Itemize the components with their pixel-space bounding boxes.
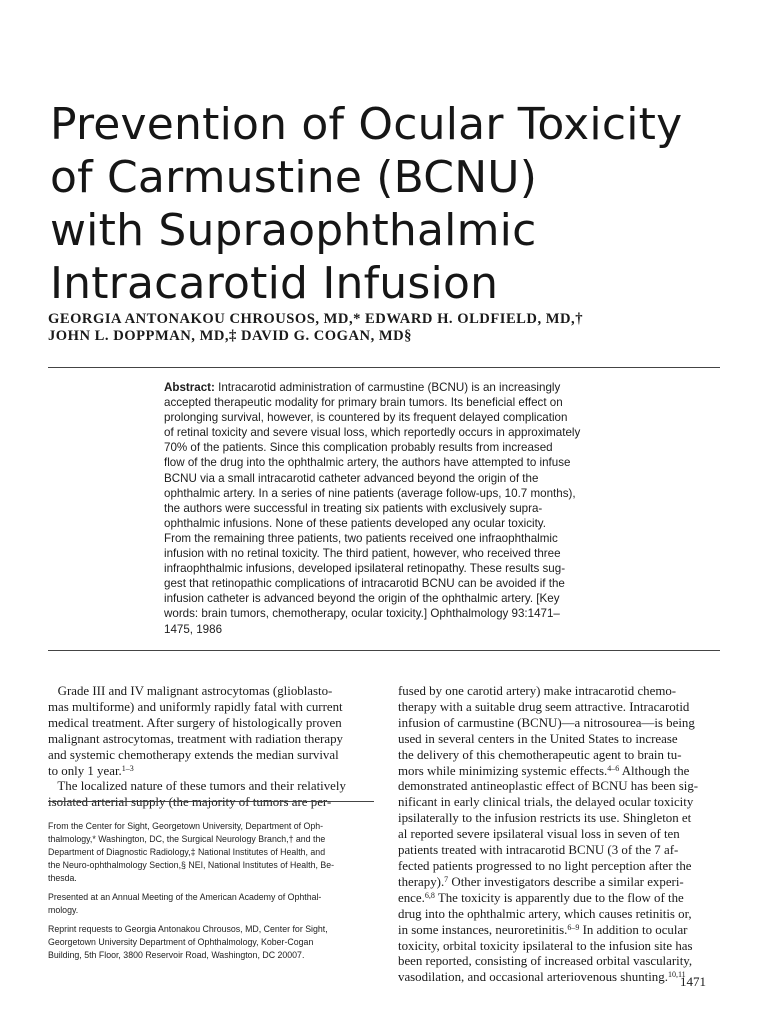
abstract-line: infusion catheter is advanced beyond the origin of the ophthalmic artery. [Key — [164, 592, 560, 606]
footnote-line: thesda. — [48, 873, 77, 883]
abstract-line: the authors were successful in treating six patients with exclusively supra- — [164, 501, 543, 515]
body-line: demonstrated antineoplastic effect of BCNU has been sig- — [398, 779, 699, 794]
abstract-line: ophthalmic artery. In a series of nine patients (average follow-ups, 10.7 months), — [164, 486, 576, 500]
body-line: isolated arterial supply (the majority of tumors are per- — [48, 795, 332, 810]
abstract — [164, 380, 608, 637]
abstract-line: ophthalmic infusions. None of these patients developed any ocular toxicity. — [164, 516, 546, 530]
body-line: fused by one carotid artery) make intracarotid chemo- — [398, 684, 677, 698]
abstract-line: of retinal toxicity and severe visual loss, which reportedly occurs in approximately — [164, 426, 581, 440]
title-line: Intracarotid Infusion — [50, 258, 499, 309]
abstract-label: Abstract: — [164, 381, 215, 394]
body-line — [398, 923, 728, 939]
title-line: Prevention of Ocular Toxicity — [50, 99, 683, 150]
body-line: The localized nature of these tumors and their relatively — [48, 779, 346, 794]
body-line — [48, 764, 374, 780]
body-line: ipsilaterally to the infusion restricts its use. Shingleton et — [398, 811, 692, 826]
body-line-text: therapy). — [398, 874, 445, 889]
abstract-line: infraophthalmic infusions, developed ipsilateral retinopathy. These results sug- — [164, 562, 566, 576]
citation-superscript: 6,8 — [424, 890, 435, 900]
abstract-line: BCNU via a small intracarotid catheter advanced beyond the origin of the — [164, 471, 539, 485]
body-line-text: in some instances, neuroretinitis. — [398, 922, 568, 937]
abstract-top-rule — [48, 367, 720, 368]
body-line: toxicity, orbital toxicity ipsilateral to the infusion site has — [398, 938, 693, 953]
abstract-first-line: Intracarotid administration of carmustine (BCNU) is an increasingly — [214, 381, 561, 394]
author-line: GEORGIA ANTONAKOU CHROUSOS, MD,* EDWARD H. OLDFIELD, MD,† — [48, 311, 584, 327]
citation-superscript: 4–6 — [607, 763, 620, 773]
title-line: with Supraophthalmic — [50, 205, 537, 256]
author-list — [48, 311, 738, 345]
footnote-line: Building, 5th Floor, 3800 Reservoir Road, Washington, DC 20007. — [48, 950, 305, 960]
body-line: the delivery of this chemotherapeutic agent to brain tu- — [398, 747, 682, 762]
body-line: medical treatment. After surgery of histologically proven — [48, 715, 342, 730]
footnote-line: Reprint requests to Georgia Antonakou Chrousos, MD, Center for Sight, — [48, 924, 328, 934]
abstract-bottom-rule — [48, 650, 720, 651]
body-line-text: The toxicity is apparently due to the flow of the — [434, 890, 684, 905]
article-title — [50, 98, 740, 310]
body-line: infusion of carmustine (BCNU)—a nitrosourea—is being — [398, 715, 695, 730]
abstract-line — [164, 380, 608, 395]
abstract-line: flow of the drug into the ophthalmic artery, the authors have attempted to infuse — [164, 456, 571, 470]
body-line: drug into the ophthalmic artery, which causes retinitis or, — [398, 906, 692, 921]
footnote-line: the Neuro-ophthalmology Section,§ NEI, National Institutes of Health, Be- — [48, 860, 335, 870]
body-column-left — [48, 684, 374, 811]
body-line-text: ence. — [398, 890, 425, 905]
abstract-line: gest that retinopathic complications of intracarotid BCNU can be avoided if the — [164, 577, 565, 591]
citation-superscript: 6–9 — [567, 922, 580, 932]
abstract-line: infusion with no retinal toxicity. The third patient, however, who received three — [164, 547, 561, 561]
body-line: been reported, consisting of increased orbital vascularity, — [398, 954, 693, 969]
footnote-line: Presented at an Annual Meeting of the American Academy of Ophthal- — [48, 892, 322, 902]
footnotes — [48, 820, 378, 968]
body-line: Grade III and IV malignant astrocytomas (glioblasto- — [48, 684, 333, 698]
citation-superscript: 10,11 — [667, 970, 686, 980]
footnote-line: Georgetown University Department of Ophthalmology, Kober-Cogan — [48, 937, 314, 947]
body-line-text: Other investigators describe a similar experi- — [448, 874, 684, 889]
reprint-footnote — [48, 923, 378, 962]
body-line-text: mors while minimizing systemic effects. — [398, 763, 608, 778]
footnote-line: mology. — [48, 905, 79, 915]
body-line: malignant astrocytomas, treatment with radiation therapy — [48, 731, 343, 746]
body-line-text: Although the — [619, 763, 690, 778]
abstract-line: 70% of the patients. Since this complication probably results from increased — [164, 441, 553, 455]
title-line: of Carmustine (BCNU) — [50, 152, 538, 203]
footnote-line: thalmology,* Washington, DC, the Surgical Neurology Branch,† and the — [48, 834, 326, 844]
author-line: JOHN L. DOPPMAN, MD,‡ DAVID G. COGAN, MD§ — [48, 328, 412, 344]
abstract-line: prolonging survival, however, is countered by its frequent delayed complication — [164, 411, 568, 425]
body-line: therapy with a suitable drug seem attractive. Intracarotid — [398, 699, 690, 714]
body-line-text: to only 1 year. — [48, 763, 122, 778]
body-line — [398, 875, 728, 891]
abstract-line: From the remaining three patients, two patients received one infraophthalmic — [164, 531, 558, 545]
body-line-text: vasodilation, and occasional arteriovenous shunting. — [398, 970, 668, 985]
footnote-rule — [48, 801, 374, 802]
body-line-text: In addition to ocular — [579, 922, 688, 937]
presentation-footnote — [48, 891, 378, 917]
body-line: fected patients progressed to no light perception after the — [398, 858, 692, 873]
abstract-line: words: brain tumors, chemotherapy, ocular toxicity.] Ophthalmology 93:1471– — [164, 607, 560, 621]
body-line: patients treated with intracarotid BCNU (3 of the 7 af- — [398, 843, 679, 858]
body-line — [398, 764, 728, 780]
citation-superscript: 1–3 — [121, 763, 134, 773]
footnote-line: From the Center for Sight, Georgetown University, Department of Oph- — [48, 821, 324, 831]
body-line: and systemic chemotherapy extends the median survival — [48, 747, 339, 762]
body-line — [398, 970, 728, 986]
body-column-right — [398, 684, 728, 986]
abstract-line: 1475, 1986 — [164, 622, 223, 636]
footnote-line: Department of Diagnostic Radiology,‡ National Institutes of Health, and — [48, 847, 326, 857]
page-number: 1471 — [680, 974, 706, 989]
citation-superscript: 7 — [444, 874, 449, 884]
body-line: nificant in early clinical trials, the delayed ocular toxicity — [398, 795, 694, 810]
body-line: used in several centers in the United States to increase — [398, 731, 678, 746]
body-line: al reported severe ipsilateral visual loss in seven of ten — [398, 827, 680, 842]
affiliation-footnote — [48, 820, 378, 885]
abstract-line: accepted therapeutic modality for primary brain tumors. Its beneficial effect on — [164, 396, 563, 410]
body-line: mas multiforme) and uniformly rapidly fatal with current — [48, 699, 343, 714]
body-line — [398, 891, 728, 907]
